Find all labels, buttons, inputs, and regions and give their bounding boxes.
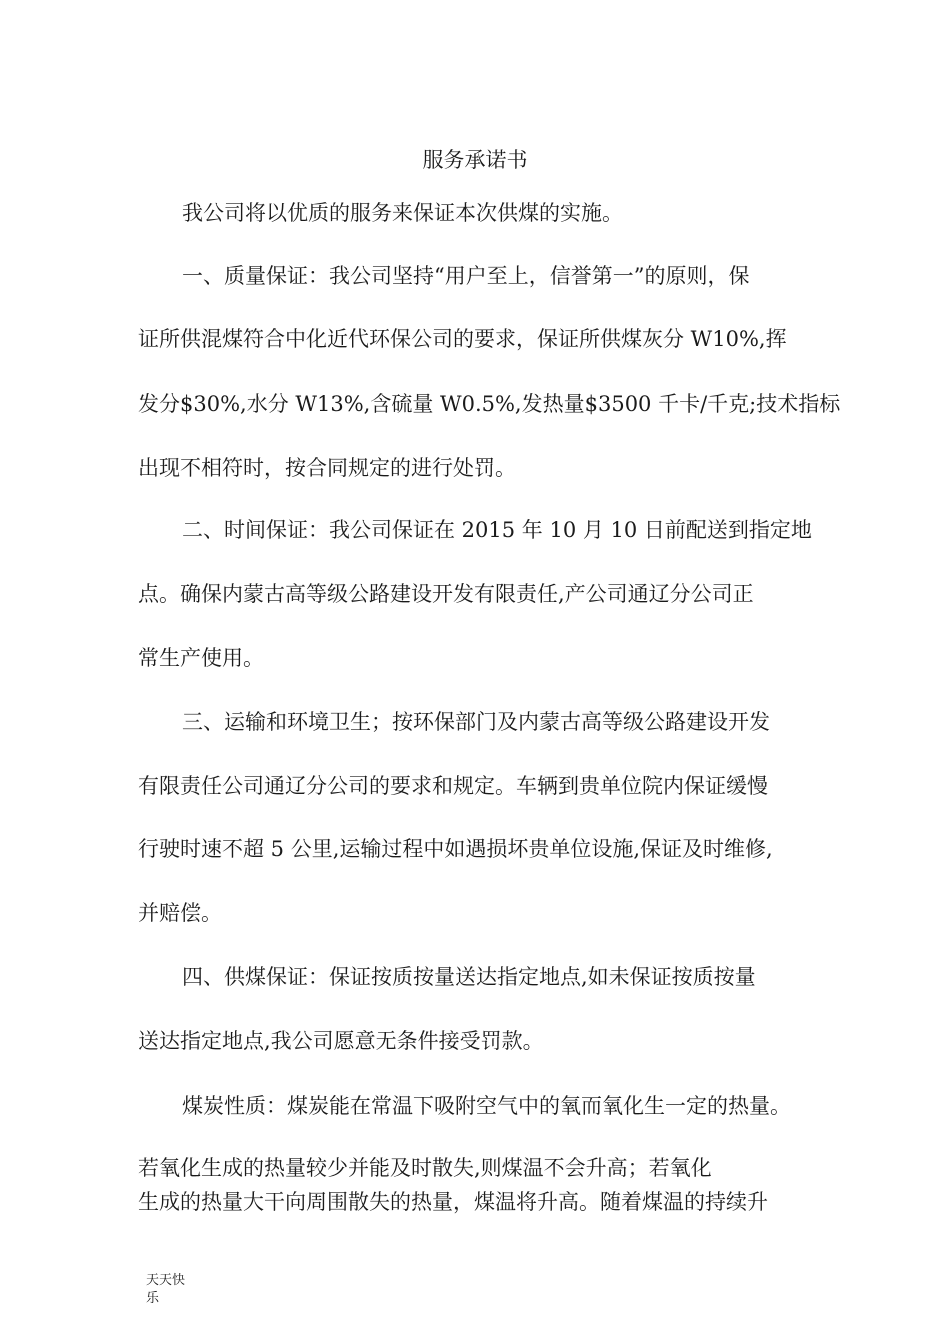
paragraph-quality-line-2: 证所供混煤符合中化近代环保公司的要求，保证所供煤灰分 W10%,挥 bbox=[138, 327, 787, 351]
paragraph-transport-line-4: 并赔偿。 bbox=[138, 901, 222, 925]
paragraph-time-line-1: 二、时间保证：我公司保证在 2015 年 10 月 10 日前配送到指定地 bbox=[182, 518, 812, 542]
paragraph-coal-line-2: 若氧化生成的热量较少并能及时散失,则煤温不会升高；若氧化 bbox=[138, 1156, 712, 1180]
paragraph-time-line-3: 常生产使用。 bbox=[138, 646, 264, 670]
paragraph-coal-line-3: 生成的热量大干向周围散失的热量，煤温将升高。随着煤温的持续升 bbox=[138, 1190, 768, 1214]
footer-line-1: 天天快 bbox=[146, 1273, 186, 1288]
paragraph-supply-line-2: 送达指定地点,我公司愿意无条件接受罚款。 bbox=[138, 1029, 544, 1053]
paragraph-quality-line-4: 出现不相符时，按合同规定的进行处罚。 bbox=[138, 456, 516, 480]
paragraph-supply-line-1: 四、供煤保证：保证按质按量送达指定地点,如未保证按质按量 bbox=[182, 965, 756, 989]
paragraph-transport-line-1: 三、运输和环境卫生；按环保部门及内蒙古高等级公路建设开发 bbox=[182, 710, 770, 734]
document-title: 服务承诺书 bbox=[422, 148, 528, 172]
paragraph-coal-line-1: 煤炭性质：煤炭能在常温下吸附空气中的氧而氧化生一定的热量。 bbox=[182, 1094, 791, 1118]
paragraph-quality-line-3: 发分$30%,水分 W13%,含硫量 W0.5%,发热量$3500 千卡/千克;技术指标 bbox=[138, 392, 841, 416]
page-footer bbox=[146, 1272, 206, 1308]
paragraph-transport-line-3: 行驶时速不超 5 公里,运输过程中如遇损坏贵单位设施,保证及时维修, bbox=[138, 837, 773, 861]
paragraph-intro: 我公司将以优质的服务来保证本次供煤的实施。 bbox=[182, 201, 623, 225]
footer-line-2: 乐 bbox=[146, 1291, 160, 1306]
paragraph-transport-line-2: 有限责任公司通辽分公司的要求和规定。车辆到贵单位院内保证缓慢 bbox=[138, 774, 768, 798]
paragraph-quality-line-1: 一、质量保证：我公司坚持“用户至上，信誉第一”的原则，保 bbox=[182, 264, 750, 288]
paragraph-time-line-2: 点。确保内蒙古高等级公路建设开发有限责任,产公司通辽分公司正 bbox=[138, 582, 754, 606]
